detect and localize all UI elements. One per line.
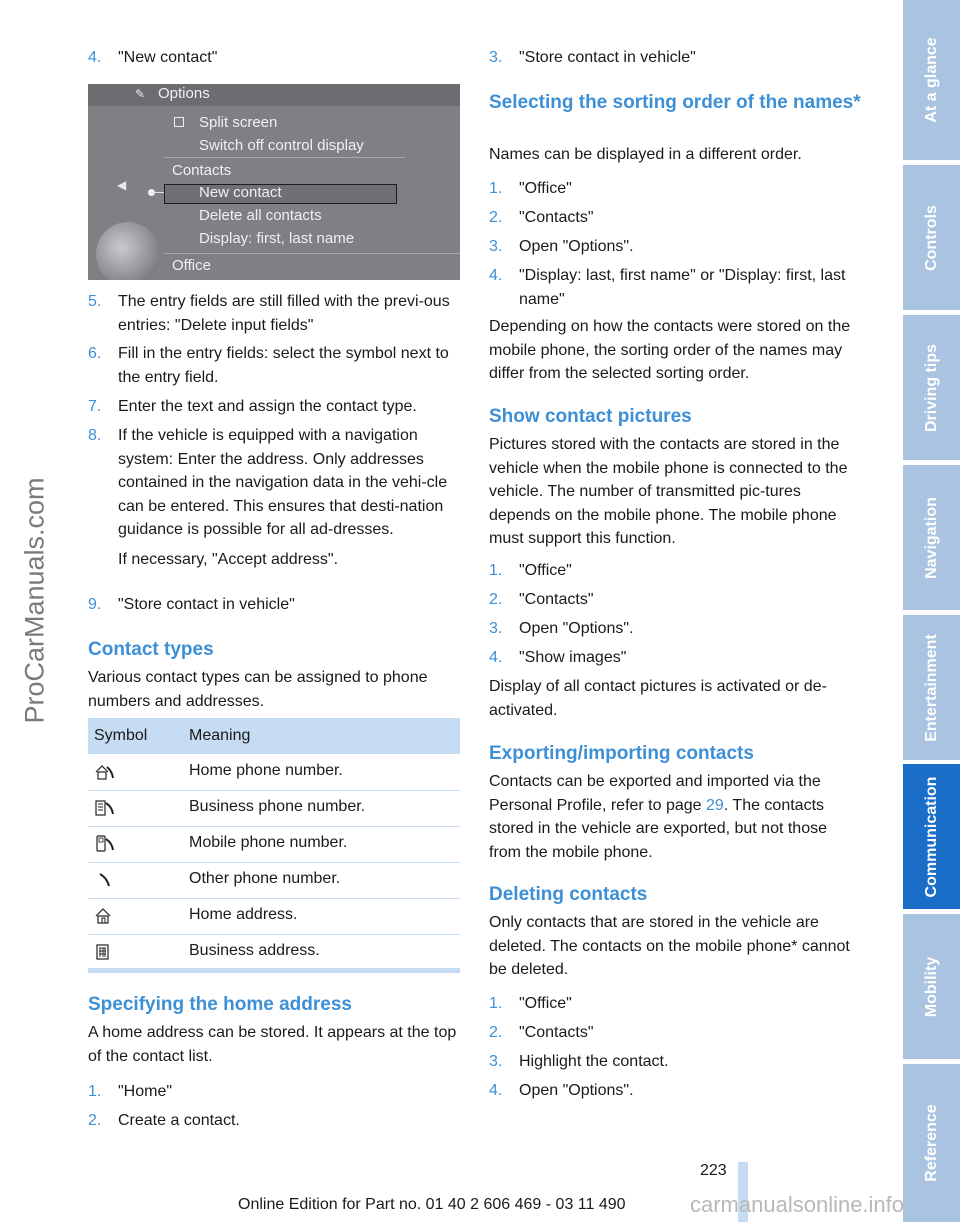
pointer-line xyxy=(150,192,164,193)
exporting-text-start: Contacts can be exported and imported via the Personal Profile, refer to page xyxy=(489,773,821,814)
step-text: "Display: last, first name" or "Display: first, last name" xyxy=(519,267,846,308)
step-number: 4. xyxy=(88,49,102,66)
step-item xyxy=(88,290,460,337)
section-heading-home-address: Specifying the home address xyxy=(88,994,352,1015)
step-item xyxy=(489,559,861,583)
step-text: "Contacts" xyxy=(519,209,594,226)
table-row xyxy=(88,898,460,935)
contact-types-table-header xyxy=(88,718,460,754)
tab-label: Entertainment xyxy=(922,633,940,742)
tab-label: Driving tips xyxy=(922,343,940,432)
business-address-icon xyxy=(94,943,114,961)
menu-item-new-contact: New contact xyxy=(199,184,282,201)
section-heading-contact-types: Contact types xyxy=(88,639,214,660)
page-link[interactable]: 29 xyxy=(706,796,724,814)
exporting-text xyxy=(489,770,861,864)
step-item xyxy=(489,1050,861,1074)
step-item xyxy=(88,593,460,617)
footer-edition: Online Edition for Part no. 01 40 2 606 469 - 03 11 490 xyxy=(238,1196,626,1213)
step-text: Open "Options". xyxy=(519,238,634,255)
business-phone-icon xyxy=(94,799,114,817)
step-number: 4. xyxy=(489,267,503,284)
watermark-wrap xyxy=(20,330,50,870)
step-new-contact xyxy=(88,46,460,70)
step-text: "Contacts" xyxy=(519,591,594,608)
step-number: 1. xyxy=(489,995,503,1012)
tab-label: Controls xyxy=(922,204,940,271)
step-item xyxy=(489,264,861,311)
section-heading-pictures: Show contact pictures xyxy=(489,406,692,427)
menu-section-office: Office xyxy=(172,257,211,274)
step-number: 2. xyxy=(489,209,503,226)
step-number: 4. xyxy=(489,1082,503,1099)
step-item xyxy=(489,46,861,70)
row-meaning: Business phone number. xyxy=(189,798,366,815)
step-text: "New contact" xyxy=(118,49,218,66)
table-row xyxy=(88,934,460,970)
menu-item-delete-all-contacts: Delete all contacts xyxy=(199,207,322,224)
step-text: Highlight the contact. xyxy=(519,1053,669,1070)
tab-communication[interactable] xyxy=(903,764,960,909)
step-number: 2. xyxy=(88,1112,102,1129)
step-text: Create a contact. xyxy=(118,1112,240,1129)
step-item xyxy=(88,342,460,389)
col-meaning: Meaning xyxy=(189,727,251,744)
step-item xyxy=(489,235,861,259)
menu-item-switch-off-display: Switch off control display xyxy=(199,137,364,154)
step-item xyxy=(489,646,861,670)
tab-label: Communication xyxy=(922,776,940,897)
step-item xyxy=(489,177,861,201)
page-number: 223 xyxy=(700,1162,727,1179)
step-number: 1. xyxy=(489,562,503,579)
step-number: 8. xyxy=(88,427,102,444)
step-number: 3. xyxy=(489,49,503,66)
deleting-intro: Only contacts that are stored in the vehicle are deleted. The contacts on the mobile phone* cannot be deleted. xyxy=(489,914,850,978)
tab-reference[interactable] xyxy=(903,1064,960,1222)
step-number: 1. xyxy=(489,180,503,197)
menu-divider xyxy=(164,253,460,254)
step-item xyxy=(489,617,861,641)
pictures-note: Display of all contact pictures is activated or de-activated. xyxy=(489,678,827,719)
step-subtext: If necessary, "Accept address". xyxy=(118,550,339,568)
menu-item-display-order: Display: first, last name xyxy=(199,230,355,247)
step-item xyxy=(88,1109,460,1133)
step-item xyxy=(88,1080,460,1104)
chevron-left-icon: ◀ xyxy=(117,178,127,192)
section-heading-sorting: Selecting the sorting order of the names* xyxy=(489,92,861,113)
step-text: Open "Options". xyxy=(519,1082,634,1099)
step-text: The entry fields are still filled with the previ-ous entries: "Delete input fields" xyxy=(118,293,450,334)
step-number: 6. xyxy=(88,345,102,362)
step-text: Fill in the entry fields: select the symbol next to the entry field. xyxy=(118,345,449,386)
step-number: 3. xyxy=(489,238,503,255)
tab-mobility[interactable] xyxy=(903,914,960,1059)
step-item xyxy=(489,1079,861,1103)
step-number: 2. xyxy=(489,1024,503,1041)
step-number: 5. xyxy=(88,293,102,310)
row-meaning: Mobile phone number. xyxy=(189,834,348,851)
tab-at-a-glance[interactable] xyxy=(903,0,960,160)
row-meaning: Business address. xyxy=(189,942,320,959)
section-heading-exporting: Exporting/importing contacts xyxy=(489,743,754,764)
step-number: 4. xyxy=(489,649,503,666)
step-item xyxy=(489,588,861,612)
footer-site: carmanualsonline.info xyxy=(690,1192,905,1217)
step-text: "Office" xyxy=(519,562,572,579)
pictures-intro: Pictures stored with the contacts are stored in the vehicle when the mobile phone is connected to the vehicle. The number of transmitted pic-tures depends on the mobile phone. The mobile phone must support this function. xyxy=(489,436,848,547)
step-number: 3. xyxy=(489,1053,503,1070)
home-phone-icon xyxy=(94,763,114,781)
options-icon: ✎ xyxy=(135,87,146,101)
step-item xyxy=(489,1021,861,1045)
step-text: If the vehicle is equipped with a navigation system: Enter the address. Only addresses contained in the navigation data in the vehi-cle can be entered. This ensures that desti-nation guidance is possible for all ad-dresses. xyxy=(118,427,448,538)
tab-label: Reference xyxy=(922,1104,940,1182)
step-text: "Office" xyxy=(519,995,572,1012)
step-text: "Home" xyxy=(118,1083,173,1100)
step-text: "Contacts" xyxy=(519,1024,594,1041)
tab-driving-tips[interactable] xyxy=(903,315,960,460)
step-number: 3. xyxy=(489,620,503,637)
table-row xyxy=(88,862,460,899)
row-meaning: Home address. xyxy=(189,906,298,923)
other-phone-icon xyxy=(94,871,114,889)
tab-label: Navigation xyxy=(922,496,940,579)
menu-divider xyxy=(164,157,405,158)
step-text: "Show images" xyxy=(519,649,627,666)
step-number: 1. xyxy=(88,1083,102,1100)
table-row xyxy=(88,826,460,863)
step-item xyxy=(489,992,861,1016)
chapter-tabs xyxy=(903,0,960,1222)
exporting-text-end: . The contacts stored in the vehicle are exported, but not those from the mobile phone. xyxy=(489,796,827,861)
options-title: Options xyxy=(158,85,210,102)
sorting-intro: Names can be displayed in a different order. xyxy=(489,146,802,163)
step-item xyxy=(88,395,460,419)
step-text: "Store contact in vehicle" xyxy=(519,49,696,66)
checkbox-icon xyxy=(174,117,184,127)
step-text: "Office" xyxy=(519,180,572,197)
mobile-phone-icon xyxy=(94,835,114,853)
step-text: "Store contact in vehicle" xyxy=(118,596,295,613)
row-meaning: Home phone number. xyxy=(189,762,343,779)
step-item xyxy=(88,424,460,571)
step-number: 9. xyxy=(88,596,102,613)
tab-entertainment[interactable] xyxy=(903,615,960,760)
tab-navigation[interactable] xyxy=(903,465,960,610)
step-text: Enter the text and assign the contact type. xyxy=(118,398,417,415)
col-symbol: Symbol xyxy=(94,727,148,744)
menu-item-split-screen: Split screen xyxy=(199,114,278,131)
menu-section-contacts: Contacts xyxy=(172,162,232,179)
home-address-icon xyxy=(94,907,114,925)
row-meaning: Other phone number. xyxy=(189,870,341,887)
sorting-note: Depending on how the contacts were stored on the mobile phone, the sorting order of the names may differ from the selected sorting order. xyxy=(489,318,851,382)
section-heading-deleting: Deleting contacts xyxy=(489,884,648,905)
step-number: 2. xyxy=(489,591,503,608)
home-address-intro: A home address can be stored. It appears at the top of the contact list. xyxy=(88,1024,457,1065)
controller-knob xyxy=(96,222,160,280)
step-number: 7. xyxy=(88,398,102,415)
tab-label: Mobility xyxy=(922,956,940,1017)
tab-label: At a glance xyxy=(922,37,940,123)
table-row xyxy=(88,790,460,827)
step-item xyxy=(489,206,861,230)
table-bottom-rule xyxy=(88,968,460,973)
table-row xyxy=(88,754,460,791)
contact-types-intro: Various contact types can be assigned to phone numbers and addresses. xyxy=(88,669,428,710)
watermark: ProCarManuals.com xyxy=(19,477,50,724)
tab-controls[interactable] xyxy=(903,165,960,310)
options-screenshot xyxy=(88,84,460,280)
step-text: Open "Options". xyxy=(519,620,634,637)
